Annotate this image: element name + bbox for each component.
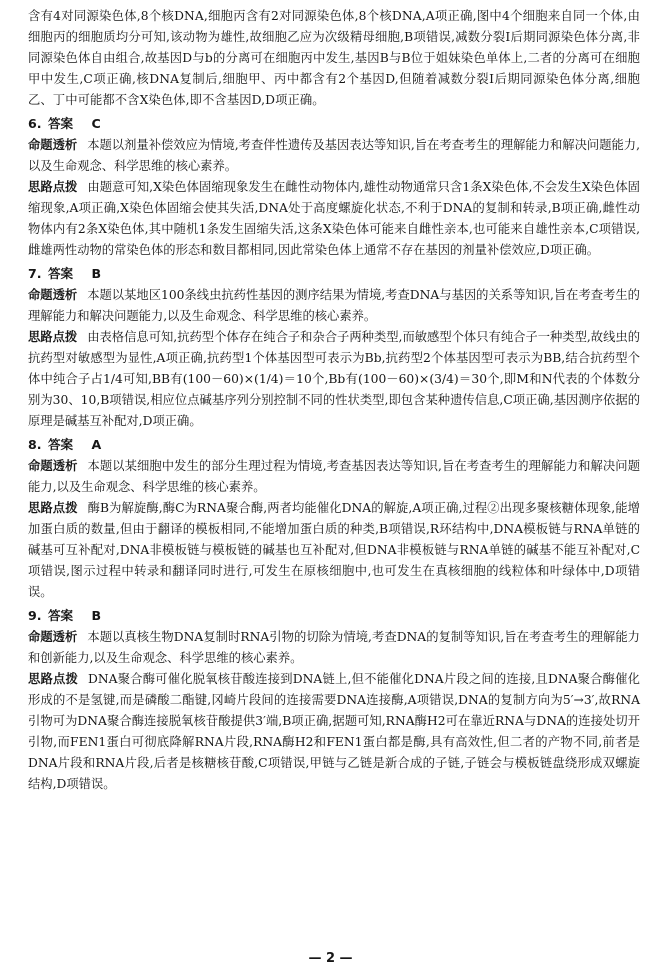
question-number: 8. [28,437,42,452]
silu-paragraph [28,669,640,795]
answer-value: C [91,116,101,131]
answer-line [28,434,640,456]
silu-paragraph [28,177,640,261]
question-number: 6. [28,116,42,131]
silu-label: 思路点拨 [28,180,78,194]
silu-label: 思路点拨 [28,672,79,686]
page-number: — 2 — [308,951,353,966]
document-page [28,6,640,796]
question-number: 9. [28,608,42,623]
silu-text: 酶B为解旋酶,酶C为RNA聚合酶,两者均能催化DNA的解旋,A项正确,过程②出现多聚核糖体现象,能增加蛋白质的数量,但由于翻译的模板相同,不能增加蛋白质的种类,B项错误,R环结构中,DNA模板链与RNA单链的碱基可互补配对,DNA非模板链与模板链的碱基也互补配对,但DNA非模板链与RNA单链的碱基不能互补配对,C项错误,图示过程中转录和翻译同时进行,可发生在原核细胞中,也可发生在真核细胞的线粒体和叶绿体中,D项错误。 [28,501,640,599]
answer-line [28,605,640,627]
question-6 [28,113,640,261]
mingti-text: 本题以某地区100条线虫抗药性基因的测序结果为情境,考查DNA与基因的关系等知识,旨在考查考生的理解能力和解决问题能力,以及生命观念、科学思维的核心素养。 [28,288,640,323]
mingti-paragraph [28,285,640,327]
mingti-text: 本题以剂量补偿效应为情境,考查伴性遗传及基因表达等知识,旨在考查考生的理解能力和解决问题能力,以及生命观念、科学思维的核心素养。 [28,138,640,173]
mingti-paragraph [28,627,640,669]
silu-paragraph [28,498,640,603]
answer-label: 答案 [47,437,74,452]
answer-label: 答案 [47,266,74,281]
mingti-label: 命题透析 [28,138,78,152]
answer-label: 答案 [47,116,74,131]
mingti-label: 命题透析 [28,288,78,302]
question-9 [28,605,640,795]
mingti-text: 本题以真核生物DNA复制时RNA引物的切除为情境,考查DNA的复制等知识,旨在考查考生的理解能力和创新能力,以及生命观念、科学思维的核心素养。 [28,630,640,665]
answer-line [28,113,640,135]
silu-paragraph [28,327,640,432]
question-8 [28,434,640,603]
mingti-text: 本题以某细胞中发生的部分生理过程为情境,考查基因表达等知识,旨在考查考生的理解能力和解决问题能力,以及生命观念、科学思维的核心素养。 [28,459,640,494]
answer-value: A [91,437,102,452]
silu-text: 由表格信息可知,抗药型个体存在纯合子和杂合子两种类型,而敏感型个体只有纯合子一种类型,故线虫的抗药型对敏感型为显性,A项正确,抗药型1个体基因型可表示为Bb,抗药型2个体基因型可表示为BB,结合抗药型个体中纯合子占1/4可知,BB有(100－60)×(1/4)＝10个,Bb有(100－60)×(3/4)＝30个,即M和N代表的个体数分别为30、10,B项错误,相应位点碱基序列分别控制不同的性状类型,即包含某种遗传信息,C项正确,基因测序依据的原理是碱基互补配对,D项正确。 [28,330,640,428]
silu-text: 由题意可知,X染色体固缩现象发生在雌性动物体内,雄性动物通常只含1条X染色体,不会发生X染色体固缩现象,A项正确,X染色体固缩会使其失活,DNA处于高度螺旋化状态,不利于DNA的复制和转录,B项正确,雌性动物体内有2条X染色体,其中随机1条发生固缩失活,这条X染色体可能来自雌性亲本,也可能来自雄性亲本,C项错误,雌雄两性动物的常染色体的形态和数目都相同,因此常染色体上通常不存在基因的剂量补偿效应,D项正确。 [28,180,640,257]
mingti-label: 命题透析 [28,459,78,473]
silu-text: DNA聚合酶可催化脱氧核苷酸连接到DNA链上,但不能催化DNA片段之间的连接,且DNA聚合酶催化形成的不是氢键,而是磷酸二酯键,冈崎片段间的连接需要DNA连接酶,A项错误,DNA的复制方向为5′→3′,故RNA引物可为DNA聚合酶连接脱氧核苷酸提供3′端,B项正确,据题可知,RNA酶H2可在靠近RNA与DNA的连接处切开引物,而FEN1蛋白可彻底降解RNA片段,RNA酶H2和FEN1蛋白都是酶,具有高效性,但二者的产物不同,前者是DNA片段和RNA片段,后者是核糖核苷酸,C项错误,甲链与乙链是新合成的子链,子链会与模板链盘绕形成双螺旋结构,D项错误。 [28,672,640,791]
silu-label: 思路点拨 [28,501,78,515]
answer-label: 答案 [47,608,74,623]
intro-paragraph: 含有4对同源染色体,8个核DNA,细胞丙含有2对同源染色体,8个核DNA,A项正确,图中4个细胞来自同一个体,由细胞丙的细胞质均分可知,该动物为雄性,故细胞乙应为次级精母细胞,B项错误,减数分裂Ⅰ后期同源染色体分离,非同源染色体自由组合,故基因D与b的分离可在细胞丙中发生,基因B与B位于姐妹染色单体上,二者的分离可在细胞甲中发生,C项正确,核DNA复制后,细胞甲、丙中都含有2个基因D,但随着减数分裂Ⅰ后期同源染色体分离,细胞乙、丁中可能都不含X染色体,即不含基因D,D项正确。 [28,9,640,107]
answer-value: B [91,608,102,623]
mingti-paragraph [28,135,640,177]
question-7 [28,263,640,432]
answer-line [28,263,640,285]
silu-label: 思路点拨 [28,330,78,344]
mingti-paragraph [28,456,640,498]
question-number: 7. [28,266,42,281]
answer-value: B [91,266,102,281]
mingti-label: 命题透析 [28,630,78,644]
